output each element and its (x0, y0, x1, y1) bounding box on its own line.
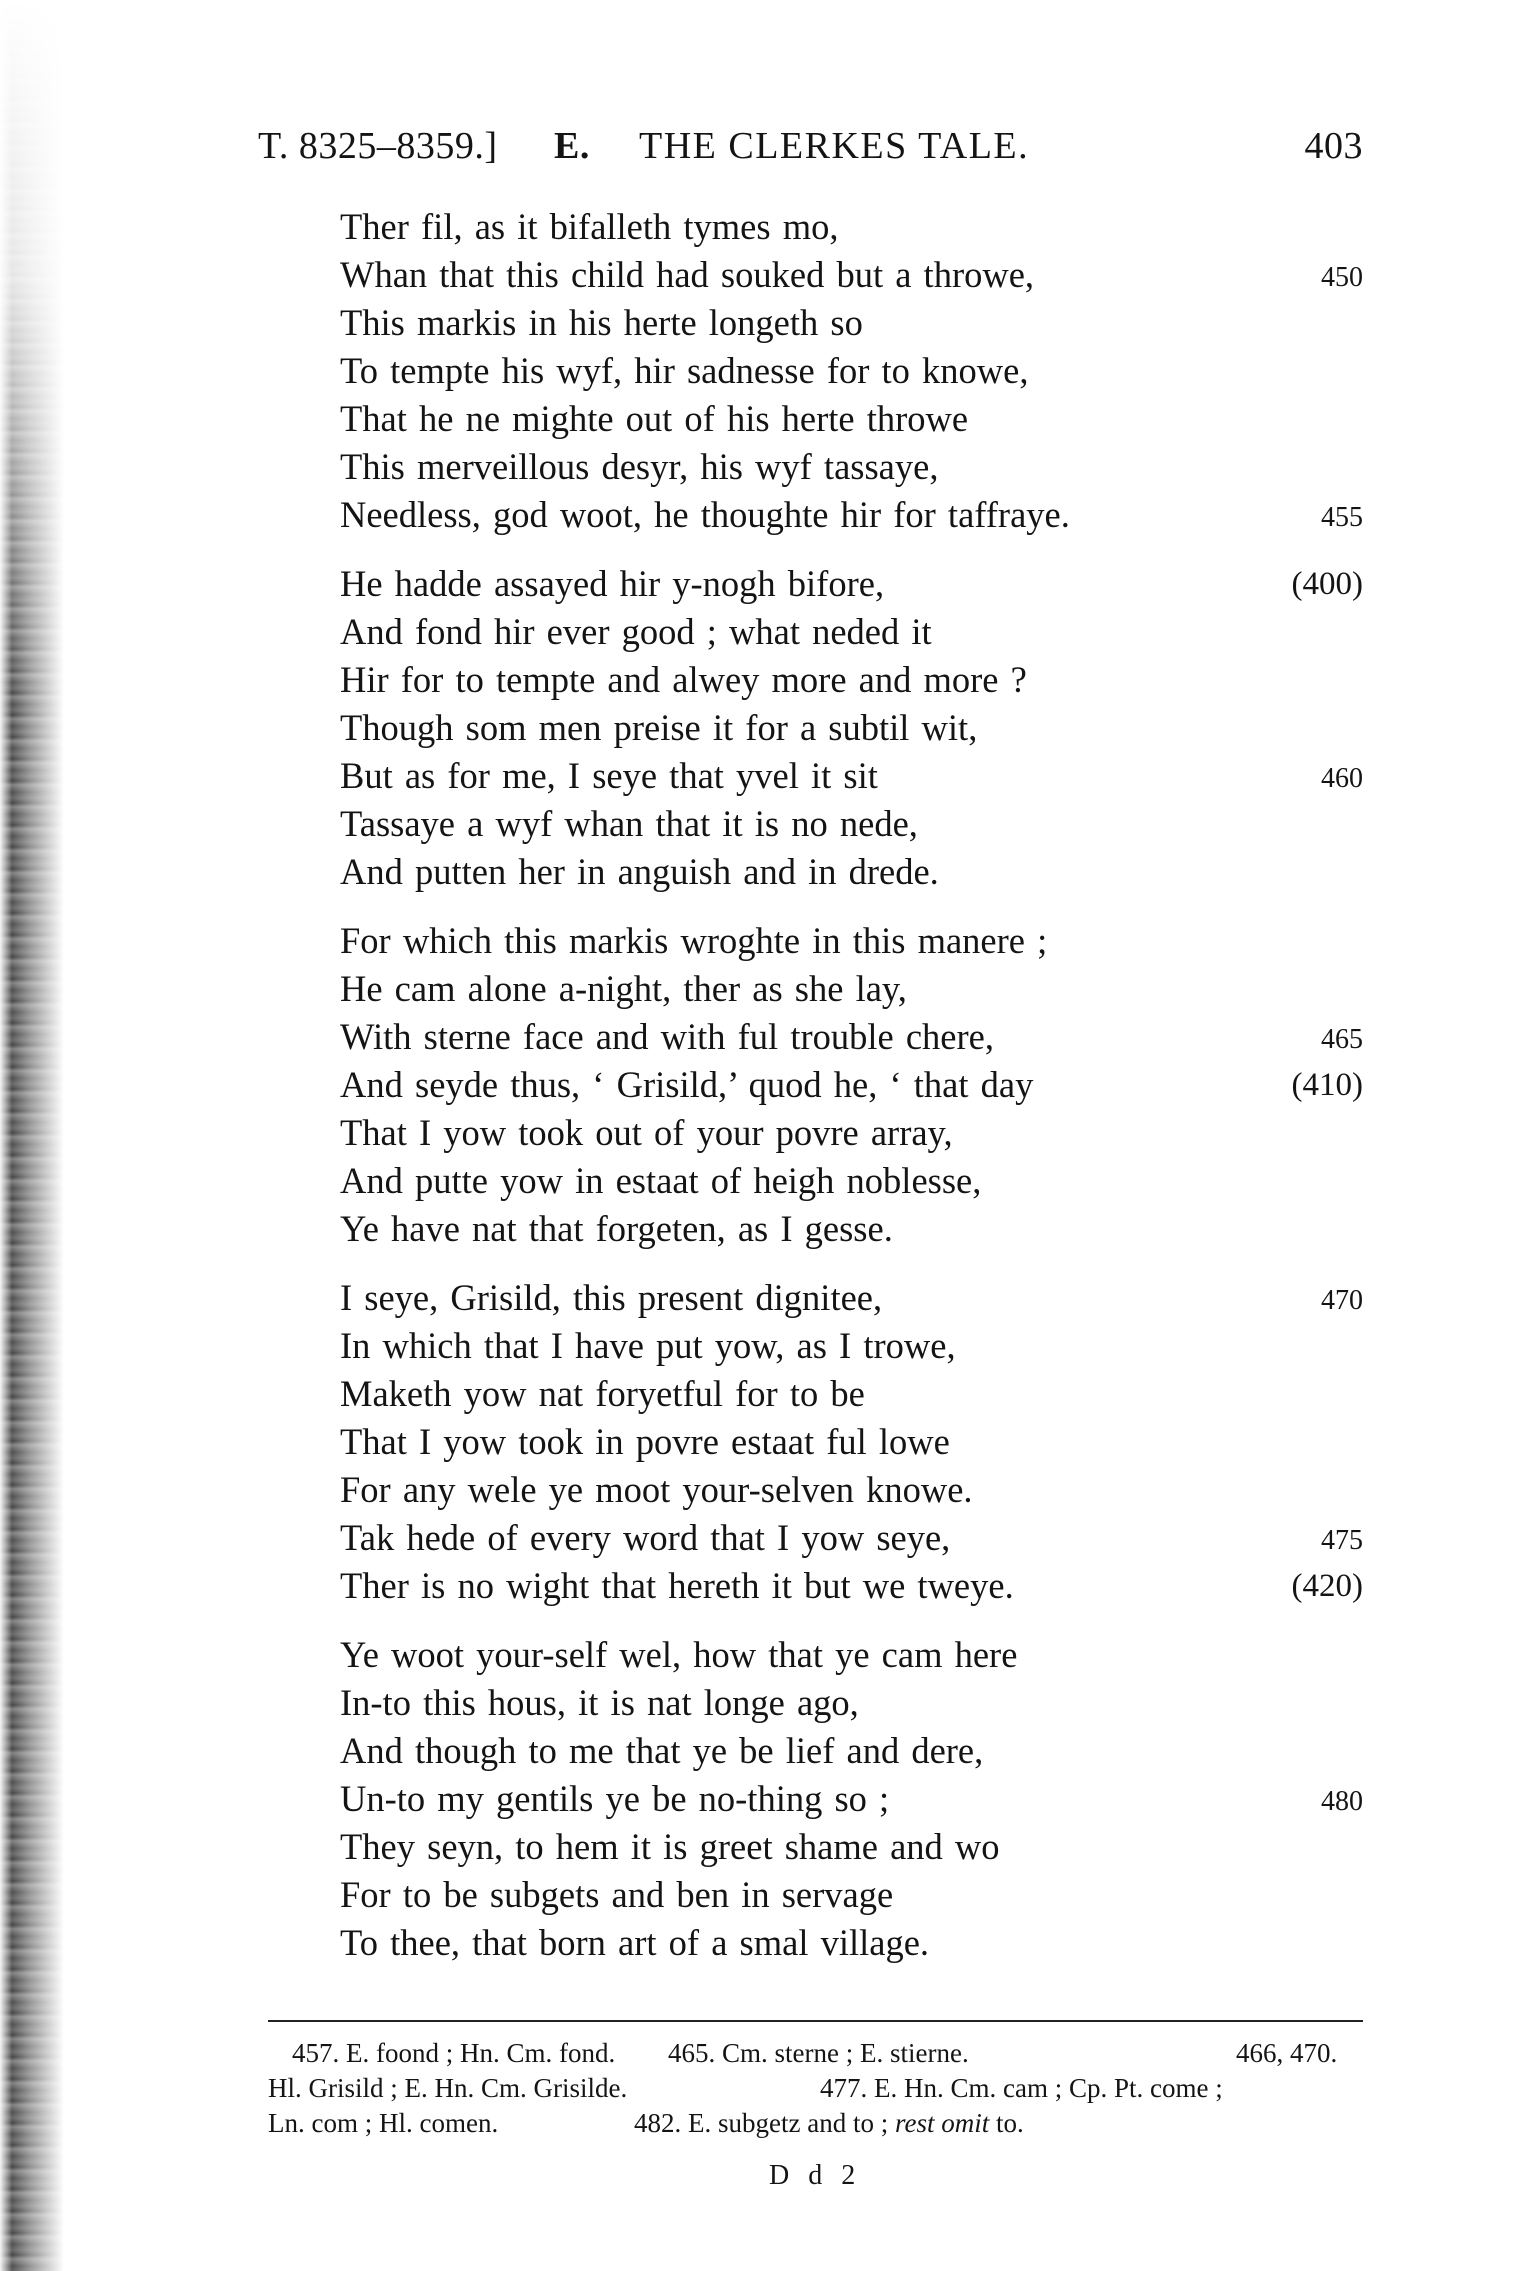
footnotes (268, 2036, 1363, 2141)
verse-text: And putten her in anguish and in drede. (340, 851, 939, 892)
verse-text: And putte yow in estaat of heigh noblesse, (340, 1160, 982, 1201)
line-number: 460 (1321, 763, 1363, 794)
verse-line (340, 1514, 1363, 1562)
verse-line (340, 1562, 1363, 1610)
verse-text: Ther fil, as it bifalleth tymes mo, (340, 206, 839, 247)
verse-line (340, 443, 1363, 491)
verse-text: That he ne mighte out of his herte throwe (340, 398, 969, 439)
verse-line (340, 491, 1363, 539)
section-mark: E. (554, 125, 590, 167)
verse-text: In-to this hous, it is nat longe ago, (340, 1682, 859, 1723)
footnote-line (268, 2036, 1363, 2071)
verse-text: Tak hede of every word that I yow seye, (340, 1517, 951, 1558)
verse-line (340, 1919, 1363, 1967)
verse-text: Needless, god woot, he thoughte hir for taffraye. (340, 494, 1070, 535)
verse-text: Maketh yow nat foryetful for to be (340, 1373, 865, 1414)
verse-line (340, 203, 1363, 251)
verse-line (340, 1871, 1363, 1919)
verse-line (340, 1205, 1363, 1253)
verse-text: With sterne face and with ful trouble chere, (340, 1016, 994, 1057)
verse-line (340, 1274, 1363, 1322)
verse-line (340, 1322, 1363, 1370)
line-number: (420) (1291, 1568, 1363, 1604)
verse-text: To thee, that born art of a smal village. (340, 1922, 930, 1963)
verse-line (340, 1013, 1363, 1061)
verse-line (340, 965, 1363, 1013)
verse-line (340, 917, 1363, 965)
footnote-text: Hl. Grisild ; E. Hn. Cm. Grisilde. (268, 2073, 628, 2103)
verse-line (340, 656, 1363, 704)
verse-text: Ye have nat that forgeten, as I gesse. (340, 1208, 893, 1249)
verse-text: Tassaye a wyf whan that it is no nede, (340, 803, 918, 844)
footnote-text: to. (995, 2108, 1024, 2138)
verse-text: Ther is no wight that hereth it but we tweye. (340, 1565, 1014, 1606)
verse-text: And fond hir ever good ; what neded it (340, 611, 932, 652)
line-number: 470 (1321, 1285, 1363, 1316)
verse-text: He cam alone a-night, ther as she lay, (340, 968, 907, 1009)
verse-line (340, 1418, 1363, 1466)
verse-text: In which that I have put yow, as I trowe, (340, 1325, 956, 1366)
verse-line (340, 1679, 1363, 1727)
page-number: 403 (1304, 125, 1363, 167)
footnote-text: 477. E. Hn. Cm. cam ; Cp. Pt. come ; (820, 2073, 1223, 2103)
verse-line (340, 299, 1363, 347)
verse-text: Ye woot your-self wel, how that ye cam here (340, 1634, 1018, 1675)
signature-mark: D d 2 (769, 2160, 862, 2191)
verse-text: Un-to my gentils ye be no-thing so ; (340, 1778, 890, 1819)
verse-text: For which this markis wroghte in this manere ; (340, 920, 1048, 961)
verse-line (340, 347, 1363, 395)
footnote-text: 482. E. subgetz and to ; (634, 2108, 889, 2138)
line-range: T. 8325–8359.] (258, 125, 498, 167)
stanza (340, 917, 1363, 1253)
line-number: (410) (1291, 1067, 1363, 1103)
verse-line (340, 1823, 1363, 1871)
footnote-line (268, 2106, 1363, 2141)
verse-text: Hir for to tempte and alwey more and more ? (340, 659, 1027, 700)
verse-text: I seye, Grisild, this present dignitee, (340, 1277, 883, 1318)
line-number: 455 (1321, 502, 1363, 533)
poem-body (340, 203, 1363, 1988)
page-title: THE CLERKES TALE. (639, 125, 1030, 167)
verse-text: And seyde thus, ‘ Grisild,’ quod he, ‘ that day (340, 1064, 1034, 1105)
verse-line (340, 1370, 1363, 1418)
verse-text: Though som men preise it for a subtil wit, (340, 707, 978, 748)
verse-text: They seyn, to hem it is greet shame and wo (340, 1826, 1000, 1867)
footnote-rule (268, 2020, 1363, 2022)
verse-line (340, 1727, 1363, 1775)
verse-line (340, 608, 1363, 656)
line-number: (400) (1291, 566, 1363, 602)
verse-line (340, 1157, 1363, 1205)
verse-line (340, 1775, 1363, 1823)
verse-text: This merveillous desyr, his wyf tassaye, (340, 446, 939, 487)
verse-text: For to be subgets and ben in servage (340, 1874, 894, 1915)
verse-line (340, 704, 1363, 752)
verse-text: To tempte his wyf, hir sadnesse for to knowe, (340, 350, 1029, 391)
footnote-text: Ln. com ; Hl. comen. (268, 2108, 499, 2138)
footnote-text (634, 2106, 1024, 2141)
verse-text: And though to me that ye be lief and dere, (340, 1730, 984, 1771)
verse-line (340, 1109, 1363, 1157)
verse-line (340, 251, 1363, 299)
verse-line (340, 800, 1363, 848)
verse-line (340, 1466, 1363, 1514)
stanza (340, 1274, 1363, 1610)
line-number: 450 (1321, 262, 1363, 293)
footnote-italic: rest omit (894, 2108, 990, 2138)
footnote-text: 465. Cm. sterne ; E. stierne. (668, 2038, 969, 2068)
verse-text: For any wele ye moot your-selven knowe. (340, 1469, 973, 1510)
footnote-text: 466, 470. (1236, 2038, 1338, 2068)
verse-line (340, 848, 1363, 896)
binding-edge-fade (0, 0, 70, 700)
verse-text: He hadde assayed hir y-nogh bifore, (340, 563, 885, 604)
verse-line (340, 1061, 1363, 1109)
running-head (258, 124, 1363, 174)
stanza (340, 1631, 1363, 1967)
footnote-line (268, 2071, 1363, 2106)
verse-text: But as for me, I seye that yvel it sit (340, 755, 878, 796)
verse-line (340, 1631, 1363, 1679)
verse-line (340, 560, 1363, 608)
verse-text: Whan that this child had souked but a throwe, (340, 254, 1035, 295)
footnote-text: 457. E. foond ; Hn. Cm. fond. (292, 2038, 616, 2068)
verse-line (340, 752, 1363, 800)
stanza (340, 560, 1363, 896)
stanza (340, 203, 1363, 539)
line-number: 465 (1321, 1024, 1363, 1055)
verse-text: That I yow took out of your povre array, (340, 1112, 953, 1153)
verse-text: That I yow took in povre estaat ful lowe (340, 1421, 950, 1462)
line-number: 480 (1321, 1786, 1363, 1817)
verse-line (340, 395, 1363, 443)
verse-text: This markis in his herte longeth so (340, 302, 863, 343)
line-number: 475 (1321, 1525, 1363, 1556)
